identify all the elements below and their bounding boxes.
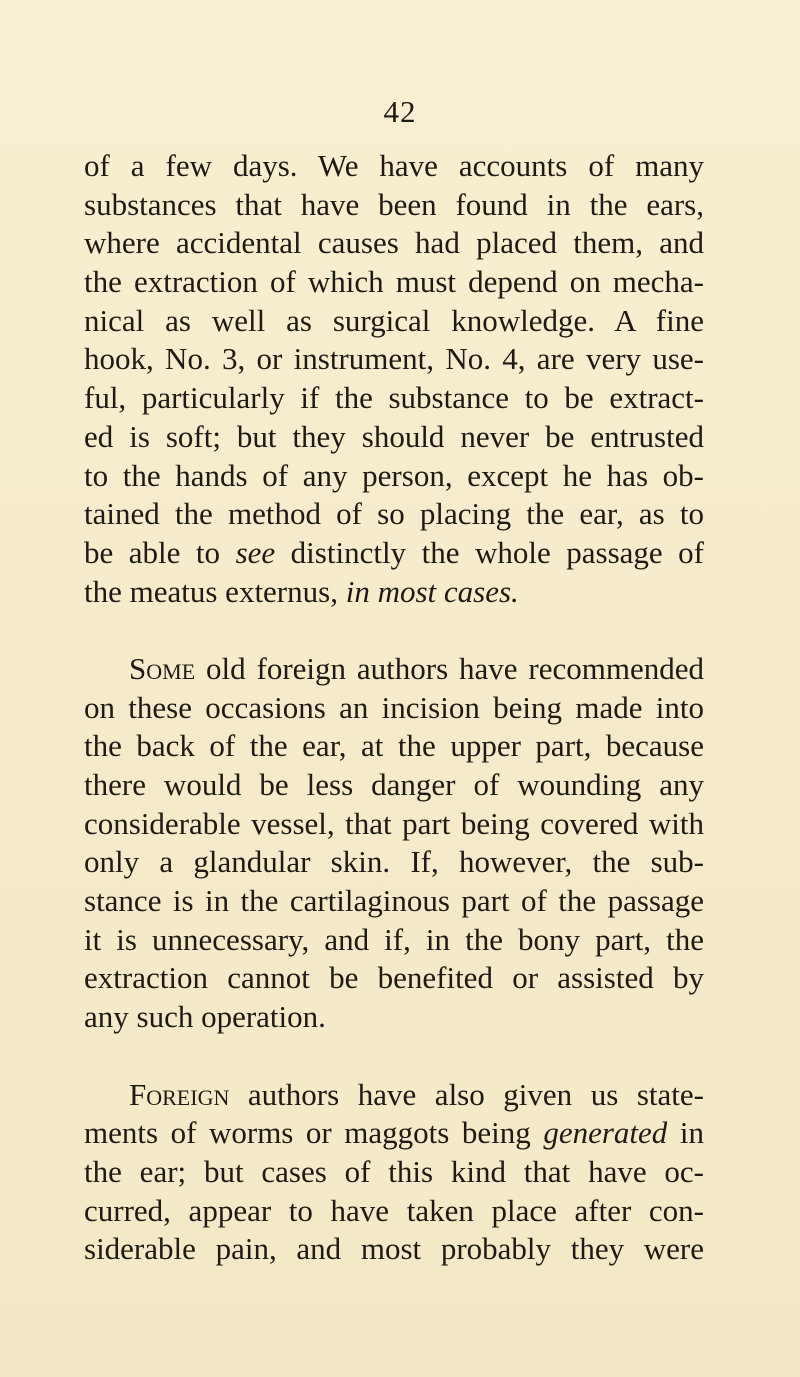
text-line: curred, appear to have taken place after con- bbox=[84, 1192, 704, 1228]
small-caps-word: Some bbox=[129, 650, 196, 686]
italic-text: generated bbox=[543, 1115, 668, 1151]
italic-text: see bbox=[235, 534, 276, 570]
text-line bbox=[84, 1114, 704, 1153]
text-segment: be able to bbox=[84, 534, 236, 570]
text-line: it is unnecessary, and if, in the bony part, the bbox=[84, 921, 704, 957]
paragraph-gap bbox=[84, 611, 704, 650]
text-segment: ments of worms or maggots being bbox=[84, 1115, 544, 1151]
text-line: considerable vessel, that part being covered with bbox=[84, 805, 704, 841]
text-line bbox=[84, 650, 704, 689]
text-line: ed is soft; but they should never be entrusted bbox=[84, 418, 704, 454]
text-line: tained the method of so placing the ear, as to bbox=[84, 496, 704, 532]
small-caps-word: Foreign bbox=[129, 1076, 230, 1112]
text-line: the extraction of which must depend on mecha- bbox=[84, 264, 704, 300]
paragraph-3 bbox=[84, 1076, 704, 1269]
text-line bbox=[84, 534, 704, 573]
text-line: there would be less danger of wounding any bbox=[84, 767, 704, 802]
text-segment: old foreign authors have recommended bbox=[195, 650, 704, 686]
text-line: ful, particularly if the substance to be extract- bbox=[84, 380, 704, 416]
paragraph-2 bbox=[84, 650, 704, 1037]
text-line: hook, No. 3, or instrument, No. 4, are very use- bbox=[84, 341, 704, 377]
text-line: stance is in the cartilaginous part of the passage bbox=[84, 883, 704, 919]
text-line bbox=[84, 573, 704, 612]
page-number: 42 bbox=[383, 94, 417, 129]
text-line: any such operation. bbox=[84, 999, 326, 1035]
body-text bbox=[84, 147, 704, 1269]
text-line: substances that have been found in the ears, bbox=[84, 186, 704, 222]
text-line: to the hands of any person, except he has ob- bbox=[84, 457, 704, 493]
text-segment: distinctly the whole passage of bbox=[275, 534, 704, 570]
text-line: of a few days. We have accounts of many bbox=[84, 148, 704, 183]
italic-text: in most cases. bbox=[345, 573, 519, 609]
text-line: nical as well as surgical knowledge. A fine bbox=[84, 302, 704, 338]
paragraph-1 bbox=[84, 147, 704, 611]
text-line: where accidental causes had placed them, and bbox=[84, 225, 704, 261]
text-line: the ear; but cases of this kind that have oc- bbox=[84, 1153, 704, 1189]
text-line: on these occasions an incision being made into bbox=[84, 689, 704, 725]
paragraph-gap bbox=[84, 1037, 704, 1076]
text-segment: in bbox=[667, 1115, 704, 1151]
text-line: only a glandular skin. If, however, the sub- bbox=[84, 844, 704, 880]
text-line bbox=[84, 1076, 704, 1115]
text-segment: the meatus externus, bbox=[84, 573, 346, 609]
text-line: extraction cannot be benefited or assisted by bbox=[84, 960, 704, 996]
text-segment: authors have also given us state- bbox=[229, 1076, 704, 1112]
text-line: siderable pain, and most probably they were bbox=[84, 1231, 704, 1267]
text-line: the back of the ear, at the upper part, because bbox=[84, 728, 704, 764]
